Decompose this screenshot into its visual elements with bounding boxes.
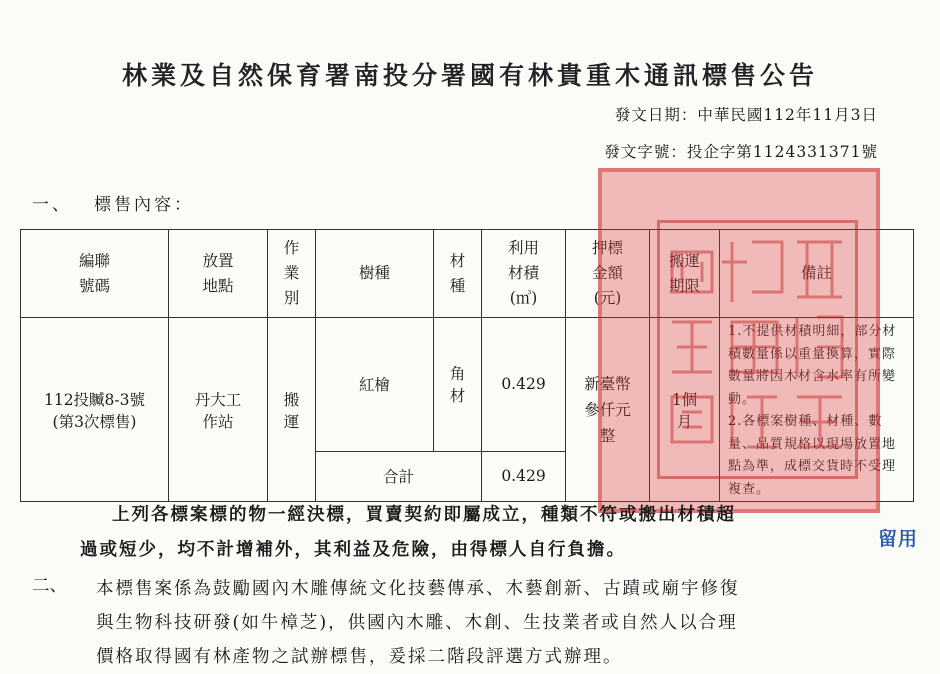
cell-volume: 0.429 [482, 318, 566, 452]
section-2-line-1: 本標售案係為鼓勵國內木雕傳統文化技藝傳承、木藝創新、古蹟或廟宇修復 [96, 579, 740, 599]
cell-lot-no: 112投贓8-3號 (第3次標售) [21, 318, 169, 502]
cell-period: 1個 月 [650, 318, 720, 502]
document-title: 林業及自然保育署南投分署國有林貴重木通訊標售公告 [121, 61, 818, 90]
paragraph-1-line-1: 上列各標案標的物一經決標，買賣契約即屬成立，種類不符或搬出材積超 [112, 505, 736, 525]
cell-work-type: 搬 運 [268, 318, 316, 502]
paragraph-1-line-2: 過或短少，均不計增補外，其利益及危險，由得標人自行負擔。 [80, 540, 626, 560]
cell-species: 紅檜 [316, 318, 434, 452]
section-2-line-3: 價格取得國有林產物之試辦標售，爰採二階段評選方式辦理。 [96, 647, 623, 667]
retention-stamp: 留用 [878, 528, 919, 550]
cell-location: 丹大工 作站 [169, 318, 268, 502]
cell-deposit: 新臺幣 參仟元 整 [566, 318, 650, 502]
header-volume: 利用 材積 (㎥) [482, 230, 566, 318]
table-header-row [21, 230, 914, 318]
total-label: 合計 [316, 451, 482, 501]
bid-table [20, 229, 914, 502]
section-1-number: 一、 [32, 195, 72, 215]
section-2-line-2: 與生物科技研發(如牛樟芝)，供國內木雕、木創、生技業者或自然人以合理 [96, 613, 738, 633]
header-work-type: 作 業 別 [268, 230, 316, 318]
section-1-title: 標售內容： [94, 195, 194, 215]
header-location: 放置 地點 [169, 230, 268, 318]
header-period: 搬運 期限 [650, 230, 720, 318]
issue-date: 發文日期：中華民國112年11月3日 [614, 106, 878, 124]
header-remarks: 備註 [720, 230, 914, 318]
issue-reference: 發文字號：投企字第1124331371號 [604, 143, 878, 161]
section-1-heading [32, 190, 194, 215]
remark-item: 1.不提供材積明細，部分材積數量係以重量換算，實際數量將因木材含水率有所變動。 [728, 324, 897, 407]
cell-remarks [720, 318, 914, 502]
header-material: 材 種 [434, 230, 482, 318]
section-2-number: 二、 [32, 576, 67, 596]
header-deposit: 押標 金額 (元) [566, 230, 650, 318]
table-row [21, 318, 914, 452]
remark-item: 2.各標案樹種、材種、數量、品質規格以現場放置地點為準，成標交貨時不受理複查。 [728, 414, 897, 497]
total-value: 0.429 [482, 451, 566, 501]
header-lot-no: 編聯 號碼 [21, 230, 169, 318]
header-species: 樹種 [316, 230, 434, 318]
cell-material: 角 材 [434, 318, 482, 452]
